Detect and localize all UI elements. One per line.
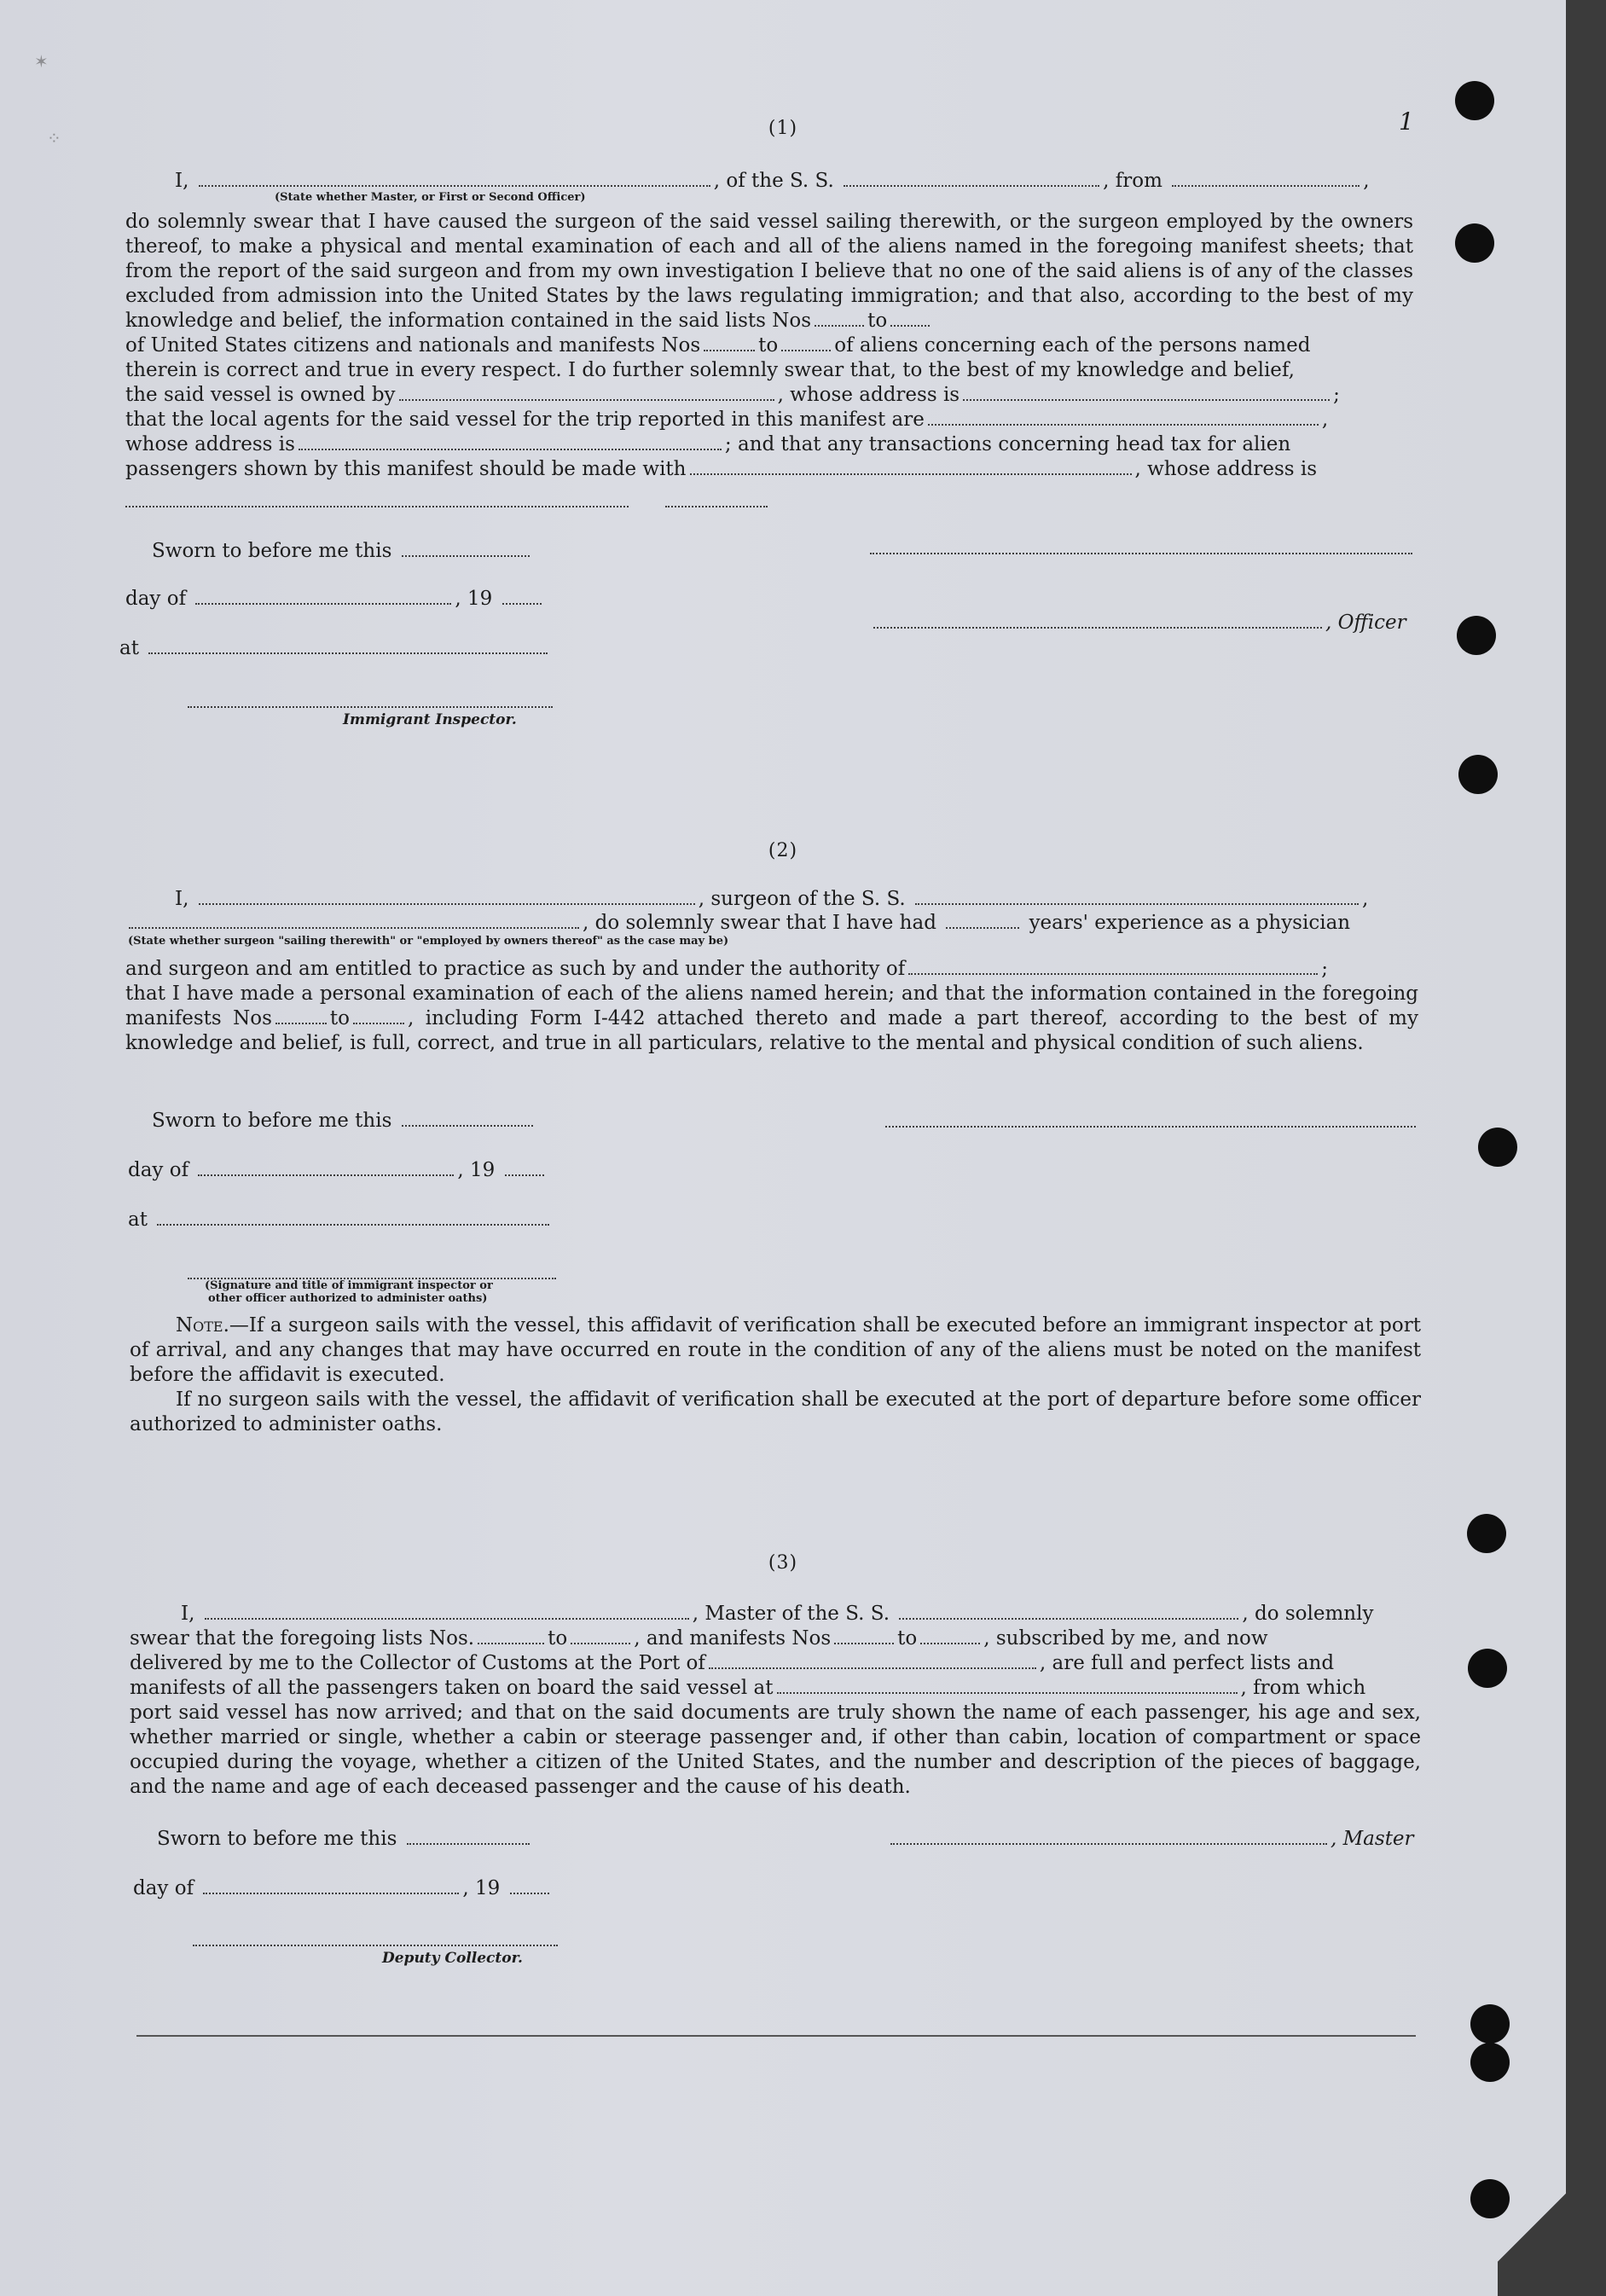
s1-vessel-field[interactable] [844,184,1099,187]
s2-surgeon-of: , surgeon of the S. S. [698,888,906,910]
s1-manifest-to-field[interactable] [781,349,831,351]
s1-of-aliens: of aliens concerning each of the persons named [834,334,1311,357]
s1-owned-addr: , whose address is [777,384,960,406]
s1-officer-sig-field[interactable] [873,626,1322,629]
s1-to1: to [867,310,888,332]
s1-owner-field[interactable] [399,398,774,401]
section-3-number: (3) [768,1552,798,1574]
punch-hole [1470,2004,1510,2044]
section-1-number: (1) [768,118,798,139]
s3-l2-to: to [548,1627,568,1650]
s1-year-field[interactable] [502,602,542,605]
s2-comma: , [1362,888,1369,910]
s1-agents: that the local agents for the said vessel for the trip reported in this manifest are [125,409,925,431]
s3-sworn-label: Sworn to before me this [157,1828,397,1850]
punch-hole [1455,81,1494,120]
s1-to2: to [758,334,779,357]
s1-signature-line[interactable] [870,553,1412,554]
s1-agents-address-field[interactable] [299,448,722,450]
s2-para-b: , including Form I-442 attached thereto and made a part thereof, according to the best of my knowledge and belief, is full, correct, and true in all particulars, relative to the mental and physical condition of such aliens. [125,1007,1418,1054]
s2-note [130,1313,1421,1437]
s3-port-field[interactable] [709,1667,1036,1669]
s1-whose: whose address is [125,433,295,455]
s3-master: , Master [1331,1828,1414,1850]
s2-line-1 [175,887,1368,912]
s1-owner-address-field[interactable] [963,398,1330,401]
s3-l4-a: manifests of all the passengers taken on board the said vessel at [130,1677,774,1699]
s1-from: , from [1103,170,1162,192]
s3-paragraph-text: port said vessel has now arrived; and that on the said documents are truly shown the name of each passenger, his age and sex, whether married or single, whether a cabin or steerage passenger and, if other than cabin, location of compartment or space occupied during the voyage, whether a citizen of the United States, and the number and description of the pieces of baggage, and the name and age of each deceased passenger and the cause of his death. [130,1702,1421,1798]
s2-sworn-label: Sworn to before me this [152,1110,392,1132]
s1-officer-field[interactable] [199,184,710,187]
s3-lists-to-field[interactable] [571,1642,630,1644]
s2-sig-note-2: other officer authorized to administer oaths) [208,1292,488,1305]
s3-master-sig-field[interactable] [890,1842,1327,1845]
punch-hole [1478,1128,1517,1167]
s1-sworn-label: Sworn to before me this [152,540,392,562]
s1-day-field[interactable] [195,602,451,605]
s2-note-label: Note. [176,1314,229,1336]
s1-lists-to-field[interactable] [890,324,930,327]
s1-of-us: of United States citizens and nationals and manifests Nos [125,334,701,357]
section-2-number: (2) [768,840,798,861]
s2-day-field[interactable] [198,1174,454,1176]
s3-lists-from-field[interactable] [478,1642,544,1644]
s1-year: , 19 [455,588,493,610]
s2-authority-field[interactable] [908,972,1318,975]
s2-year-field[interactable] [505,1174,544,1176]
s1-officer-sig [870,611,1406,635]
s1-passengers: passengers shown by this manifest should be made with [125,458,687,480]
s1-lists-from-field[interactable] [815,324,864,327]
s3-i: I, [181,1603,195,1625]
s2-surgeon-type-field[interactable] [129,926,579,929]
s3-l3-b: , are full and perfect lists and [1039,1652,1335,1674]
s2-surgeon-note: (State whether surgeon "sailing therewith" or "employed by owners thereof" as the case may be) [128,935,729,948]
s2-signature-line[interactable] [885,1126,1416,1128]
punch-hole [1470,2043,1510,2082]
s2-i: I, [175,888,189,910]
punch-hole [1458,755,1498,794]
s2-sworn-field[interactable] [402,1124,533,1127]
s1-i: I, [175,170,189,192]
s2-vessel-field[interactable] [915,902,1359,905]
s3-vessel-field[interactable] [899,1617,1238,1620]
s1-at-field[interactable] [148,652,548,654]
s1-address-field-2[interactable] [665,506,768,507]
s3-day-of [133,1876,553,1901]
s1-correct-line: therein is correct and true in every respect. I do further solemnly swear that, to the best of my knowledge and belief, [125,359,1295,381]
s2-year: , 19 [457,1159,496,1181]
s3-paragraph [130,1626,1421,1800]
s2-note-text2: If no surgeon sails with the vessel, the affidavit of verification shall be executed at the port of departure before some officer authorized to administer oaths. [130,1389,1421,1435]
s2-sig-note-1: (Signature and title of immigrant inspector or [205,1279,493,1292]
s1-manifest-from-field[interactable] [704,349,755,351]
s2-swear: , do solemnly swear that I have had [583,912,936,934]
s2-at [128,1208,553,1232]
s2-years: years' experience as a physician [1029,912,1351,934]
s3-l3-a: delivered by me to the Collector of Customs at the Port of [130,1652,705,1674]
s1-officer: , Officer [1325,612,1406,634]
s2-line-2 [125,911,1350,936]
s3-l2-a: swear that the foregoing lists Nos. [130,1627,475,1650]
s1-sworn-field[interactable] [402,554,530,557]
s3-master-sig [887,1827,1414,1852]
s1-day-of [125,587,545,612]
s1-comma: , [1363,170,1370,192]
s2-years-field[interactable] [946,926,1019,929]
s1-paragraph [125,210,1413,482]
s3-l2-sub: , subscribed by me, and now [983,1627,1268,1650]
s3-deputy: Deputy Collector. [382,1950,523,1967]
s3-board-port-field[interactable] [777,1691,1238,1694]
s2-note-text: —If a surgeon sails with the vessel, this affidavit of verification shall be executed before an immigrant inspector at port of arrival, and any changes that may have occurred en route in the condition of any of the aliens must be noted on the manifest before the affidavit is executed. [130,1314,1421,1386]
s2-authority: and surgeon and am entitled to practice as such by and under the authority of [125,958,906,980]
s3-master-of: , Master of the S. S. [692,1603,890,1625]
s2-surgeon-name-field[interactable] [199,902,695,905]
torn-corner [1498,2160,1566,2296]
s3-year-field[interactable] [510,1892,549,1894]
s1-of-ss: , of the S. S. [713,170,834,192]
s2-manifest-from-field[interactable] [275,1022,327,1024]
s3-sworn [157,1827,533,1852]
s3-l2-manifests: , and manifests Nos [634,1627,832,1650]
s3-deputy-line[interactable] [193,1945,558,1946]
s2-to: to [329,1007,351,1029]
bottom-divider [136,2035,1416,2037]
s1-paragraph-text: do solemnly swear that I have caused the surgeon of the said vessel sailing therewith, or the surgeon employed by the owners thereof, to make a physical and mental examination of each and all of the aliens named in the foregoing manifest sheets; that from the report of the said surgeon and from my own investigation I believe that no one of the said aliens is of any of the classes excluded from admission into the United States by the laws regulating immigration; and that also, according to the best of my knowledge and belief, the information contained in the said lists Nos [125,211,1413,332]
punch-hole [1468,1649,1507,1688]
s1-semi: ; [1333,384,1340,406]
s3-manifests-to-field[interactable] [920,1642,980,1644]
s1-comma2: , [1321,409,1329,431]
s1-officer-note: (State whether Master, or First or Second Officer) [275,191,586,204]
s3-swear: , do solemnly [1242,1603,1374,1625]
ink-smudge: ✶ [34,51,49,72]
s2-para-a: that I have made a personal examination of each of the aliens named herein; and that the information contained in the foregoing manifests Nos [125,983,1418,1029]
s2-day-of-label: day of [128,1159,189,1181]
s3-day-of-label: day of [133,1877,194,1899]
s1-inspector-line[interactable] [188,706,553,708]
s2-manifest-to-field[interactable] [353,1022,404,1024]
s2-paragraph [125,957,1418,1056]
s1-headtax-field[interactable] [690,473,1132,475]
s1-pass-addr: , whose address is [1134,458,1318,480]
s1-line-1 [175,169,1370,194]
s3-sworn-field[interactable] [407,1842,530,1845]
punch-hole [1455,223,1494,263]
s3-manifests-from-field[interactable] [834,1642,894,1644]
s1-agents-field[interactable] [928,423,1319,426]
s1-sworn [152,539,533,564]
punch-hole [1457,616,1496,655]
s3-year: , 19 [462,1877,501,1899]
s3-day-field[interactable] [203,1892,459,1894]
ink-smudge: ⁘ [47,128,61,148]
s3-line-1 [181,1602,1373,1626]
s3-master-field[interactable] [205,1617,689,1620]
s1-headtax: ; and that any transactions concerning head tax for alien [724,433,1291,455]
s2-sworn [152,1109,536,1134]
punch-hole [1467,1514,1506,1553]
s1-address-field[interactable] [125,506,629,507]
s2-semi: ; [1321,958,1328,980]
s1-at [119,636,551,661]
s2-day-of [128,1158,548,1183]
s1-at-label: at [119,637,139,659]
s2-at-label: at [128,1209,148,1231]
s1-day-of-label: day of [125,588,187,610]
page-mark: 1 [1399,107,1414,136]
s1-owned: the said vessel is owned by [125,384,396,406]
s1-from-field[interactable] [1172,184,1360,187]
s2-at-field[interactable] [157,1223,549,1226]
s3-l2-to2: to [897,1627,918,1650]
s1-inspector: Immigrant Inspector. [343,711,517,728]
s3-l4-b: , from which [1240,1677,1366,1699]
